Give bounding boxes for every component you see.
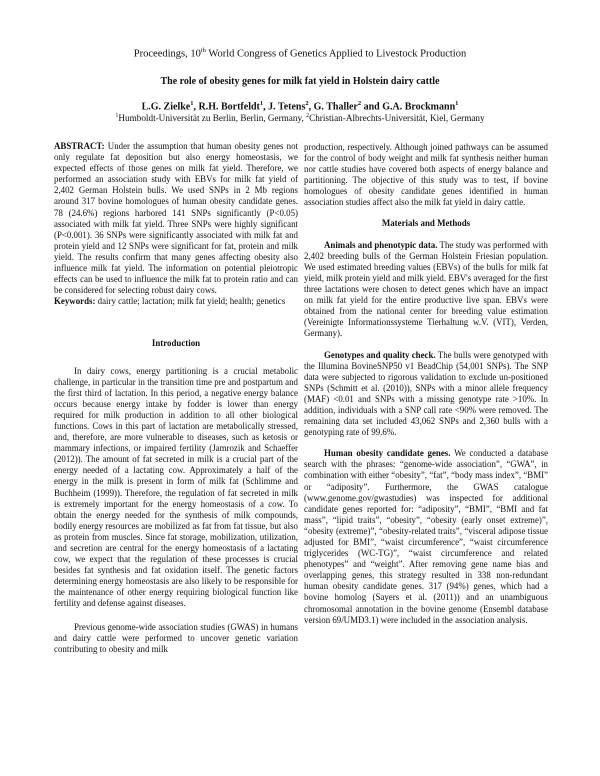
affiliation-text: Christian-Albrechts-Universität, Kiel, Germany [309,113,485,124]
genotypes-text: The bulls were genotyped with the Illumina BovineSNP50 v1 BeadChip (54,001 SNPs). The SNP data were subjected to rigorous validation to exclude un-positioned SNPs (Schmitt et al. (2010)), SNPs with a minor allele frequency (MAF) <0.01 and SNPs with a missing genotype rate >10%. In addition, individuals with a SNP call rate <90% were removed. The remaining data set included 43,062 SNPs and 2,360 bulls with a genotyping rate of 99.6%. [304,349,548,438]
author-name: L.G. Zielke [141,101,191,113]
affiliation-mark: 1 [115,113,119,119]
proceedings-text-pre: Proceedings, 10 [133,48,201,60]
author-affiliation-mark: 2 [305,100,309,107]
methods-heading: Materials and Methods [381,217,471,228]
author-name: G.A. Brockmann [382,101,456,113]
author-list [0,100,600,112]
proceedings-header [0,47,600,60]
animals-subheading: Animals and phenotypic data. [324,239,438,250]
author-affiliation-mark: 1 [190,100,194,107]
affiliation-mark: 2 [306,113,310,119]
left-column [54,141,298,655]
genotypes-paragraph [304,350,548,439]
objective-paragraph: production, respectively. Although joined pathways can be assumed for the control of body weight and milk fat synthesis neither human nor cattle studies have covered both aspects of energy balance and partitioning. The objective of this study was to test, if bovine homologues of obesity candidate genes identified in human association studies affect also the milk fat yield in dairy cattle. [304,142,548,208]
introduction-paragraph: Previous genome-wide association studies (GWAS) in humans and dairy cattle were performed to uncover genetic variation contributing to obesity and milk [54,621,298,654]
human-genes-paragraph [304,448,548,626]
author-name: R.H. Bortfeldt [198,101,260,113]
human-genes-subheading: Human obesity candidate genes. [324,448,451,459]
animals-paragraph [304,240,548,340]
affiliation-text: Humboldt-Universität zu Berlin, Berlin, Germany, [118,113,307,124]
right-column [304,142,548,626]
genotypes-subheading: Genotypes and quality check. [324,349,436,360]
author-name: J. Tetens [268,101,306,113]
paper-title: The role of obesity genes for milk fat yield in Holstein dairy cattle [160,76,440,87]
proceedings-text-post: World Congress of Genetics Applied to Livestock Production [205,48,467,60]
animals-text: The study was performed with 2,402 breeding bulls of the German Holstein Friesian population. We used estimated breeding values (EBVs) of the bulls for milk fat yield, milk protein yield and milk yield. EBV's averaged for the first three lactations were chosen to detect genes which have an impact on milk fat yield for the entire productive live span. EBVs were obtained from the national center for breeding value estimation (Vereinigte Informationssysteme Tierhaltung w.V. (VIT), Verden, Germany). [304,239,548,339]
author-separator: and [361,101,383,113]
keywords-paragraph [54,296,298,307]
introduction-paragraph: In dairy cows, energy partitioning is a crucial metabolic challenge, in particular in the transition time pre and postpartum and the first third of lactation. In this period, a negative energy balance occurs because energy intake by fodder is lower than energy required for milk production in addition to all other biological functions. Cows in this part of lactation are metabolically stressed, and, therefore, are more vulnerable to diseases, such as ketosis or mammary infections, or impaired fertility (Jamrozik and Schaeffer (2012)). The amount of fat secreted in milk is a crucial part of the energy needed of a lactating cow. Approximately a half of the energy in the milk is present in form of milk fat (Schlimme and Buchheim (1999)). Therefore, the regulation of fat secreted in milk is extremely important for the energy homeostasis of a cow. To obtain the energy needed for the synthesis of milk compounds, bodily energy resources are mobilized as fat from fat tissue, but also as protein from muscles. Since fat storage, mobilization, utilization, and secretion are central for the energy homeostasis of a lactating cow, we expect that the regulation of these processes is crucial besides fat synthesis and fat oxidation itself. The genetic factors determining energy homeostasis are also likely to be responsible for the maintenance of other energy requiring biological function like fertility and defense against diseases. [54,365,298,609]
author-separator: , [308,101,314,113]
abstract-paragraph [54,141,298,296]
author-separator: , [193,101,199,113]
proceedings-superscript: th [200,47,206,54]
keywords-label: Keywords: [54,296,96,307]
human-genes-text: We conducted a database search with the phrases: “genome-wide association”, “GWA”, in combination with either “obesity”, “fat”, “body mass index”, “BMI” or “adiposity”. Furthermore, the GWAS catalogue (www.genome.gov/gwastudies) was inspected for additional candidate genes reported for: “adiposity”, “BMI”, “BMI and fat mass”, “lipid traits”, “obesity”, “obesity (early onset extreme)”, “obesity (extreme)”, “obesity-related traits”, “visceral adipose tissue adjusted for BMI”, “waist circumference”, “waist circumference triglycerides (WC-TG)”, “waist circumference and related phenotypes” and “weight”. After removing gene name bias and overlapping genes, this strategy resulted in 338 non-redundant human obesity candidate genes. 317 (94%) genes, which had a bovine homolog (Sayers et al. (2011)) and an unambiguous chromosomal annotation in the bovine genome (Ensembl database version 69/UMD3.1) were included in the association analysis. [304,448,549,625]
affiliations [0,113,600,123]
author-separator: , [263,101,269,113]
author-affiliation-mark: 1 [455,100,459,107]
author-affiliation-mark: 1 [259,100,264,107]
keywords-text: dairy cattle; lactation; milk fat yield; health; genetics [95,296,286,307]
author-name: G. Thaller [313,101,358,113]
abstract-label: ABSTRACT: [54,141,105,151]
author-affiliation-mark: 2 [357,100,362,107]
abstract-text: Under the assumption that human obesity genes not only regulate fat deposition but also energy homeostasis, we expected effects of those genes on milk fat yield. Therefore, we performed an association study with EBVs for milk fat yield of 2,402 German Holstein bulls. We used SNPs in 2 Mb regions around 317 bovine homologues of human obesity candidate genes. 78 (24.6%) regions harbored 141 SNPs significantly (P<0.05) associated with milk fat yield. Three SNPs were highly significant (P<0.001). 36 SNPs were significantly associated with milk fat and protein yield and 12 SNPs were significant for fat, protein and milk yield. The results confirm that many genes affecting obesity also influence milk fat yield. The information on potential pleiotropic effects can be used to influence the milk fat to protein ratio and can be considered for selecting robust dairy cows. [54,141,298,296]
introduction-heading: Introduction [151,338,201,349]
